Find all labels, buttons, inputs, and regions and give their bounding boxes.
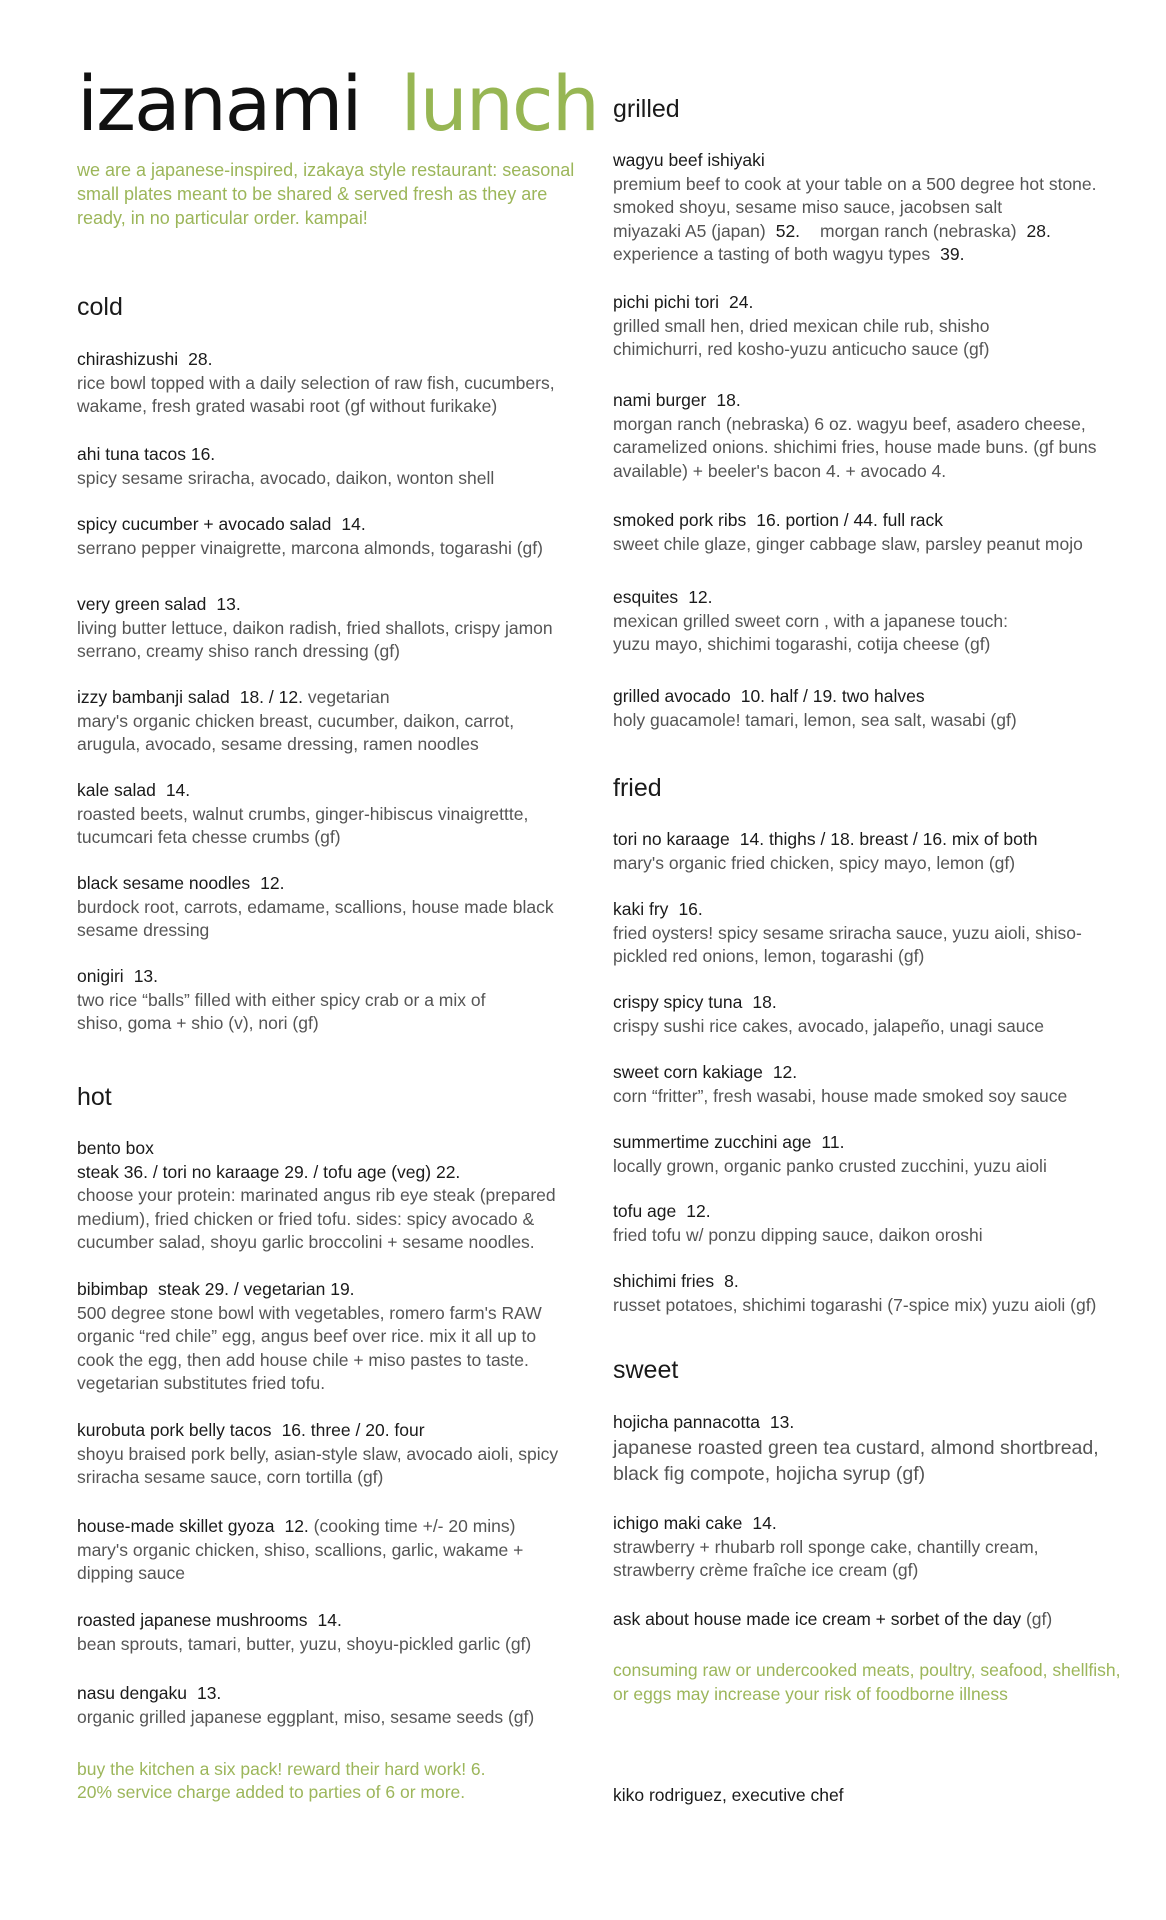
menu-item	[613, 1512, 1093, 1583]
section-title-hot: hot	[77, 1083, 112, 1111]
menu-item	[613, 389, 1133, 483]
item-description: spicy sesame sriracha, avocado, daikon, wonton shell	[77, 467, 495, 488]
menu-item	[613, 1270, 1133, 1317]
item-price: 16.	[190, 444, 216, 464]
item-name: bibimbap	[77, 1279, 149, 1299]
item-price: 12.	[686, 1201, 711, 1221]
menu-item	[613, 685, 1113, 732]
item-name: house-made skillet gyoza	[77, 1516, 275, 1536]
item-note: (cooking time +/- 20 mins)	[313, 1516, 516, 1536]
ask-text: ask about house made ice cream + sorbet of the day	[613, 1609, 1022, 1629]
item-description: strawberry + rhubarb roll sponge cake, chantilly cream, strawberry crème fraîche ice cream (gf)	[613, 1536, 1039, 1581]
menu-item	[613, 991, 1113, 1038]
ask-note: (gf)	[1025, 1609, 1053, 1629]
item-description: serrano pepper vinaigrette, marcona almonds, togarashi (gf)	[77, 537, 543, 558]
item-description: russet potatoes, shichimi togarashi (7-spice mix) yuzu aioli (gf)	[613, 1294, 1097, 1315]
item-name: kurobuta pork belly tacos	[77, 1420, 272, 1440]
item-name: bento box	[77, 1138, 154, 1158]
raw-food-warning: consuming raw or undercooked meats, poultry, seafood, shellfish, or eggs may increase your risk of foodborne illness	[613, 1660, 1121, 1704]
item-name: black sesame noodles	[77, 873, 251, 893]
item-price: 14.	[317, 1610, 342, 1630]
menu-item	[77, 686, 577, 757]
menu-item	[77, 1278, 567, 1396]
menu-item	[613, 586, 1033, 657]
intro-text: we are a japanese-inspired, izakaya style restaurant: seasonal small plates meant to be shared & served fresh as they are ready, in no particular order. kampai!	[77, 160, 575, 228]
item-description: roasted beets, walnut crumbs, ginger-hibiscus vinaigrettte, tucumcari feta chesse crumbs (gf)	[77, 803, 529, 848]
item-price: 14.	[341, 514, 366, 534]
wagyu-option-nebraska: morgan ranch (nebraska)	[820, 220, 1017, 241]
menu-item	[77, 1137, 577, 1255]
item-name: nami burger	[613, 390, 707, 410]
menu-item	[77, 593, 577, 664]
item-name: very green salad	[77, 594, 207, 614]
item-description: bean sprouts, tamari, butter, yuzu, shoyu-pickled garlic (gf)	[77, 1633, 532, 1654]
item-price: 10. half / 19. two halves	[740, 686, 925, 706]
item-price: 12.	[688, 587, 713, 607]
item-description: fried oysters! spicy sesame sriracha sauce, yuzu aioli, shiso-pickled red onions, lemon, togarashi (gf)	[613, 922, 1082, 967]
menu-item	[77, 1682, 577, 1729]
item-note: vegetarian	[307, 687, 390, 707]
item-description: shoyu braised pork belly, asian-style slaw, avocado aioli, spicy sriracha sesame sauce, corn tortilla (gf)	[77, 1443, 559, 1488]
menu-item	[613, 149, 1113, 267]
chef-name: kiko rodriguez, executive chef	[613, 1785, 844, 1805]
item-description: holy guacamole! tamari, lemon, sea salt, wasabi (gf)	[613, 709, 1017, 730]
menu-subtitle: lunch	[400, 59, 598, 148]
item-name: wagyu beef ishiyaki	[613, 150, 765, 170]
item-description: grilled small hen, dried mexican chile rub, shisho chimichurri, red kosho-yuzu anticucho sauce (gf)	[613, 315, 990, 360]
item-price: 18.	[752, 992, 777, 1012]
item-description: premium beef to cook at your table on a 500 degree hot stone. smoked shoyu, sesame miso sauce, jacobsen salt	[613, 173, 1097, 218]
menu-item	[77, 779, 577, 850]
item-name: roasted japanese mushrooms	[77, 1610, 308, 1630]
item-price: 11.	[821, 1132, 845, 1152]
item-name: spicy cucumber + avocado salad	[77, 514, 332, 534]
item-name: ichigo maki cake	[613, 1513, 743, 1533]
item-name: nasu dengaku	[77, 1683, 187, 1703]
item-price: 18.	[716, 390, 741, 410]
item-price: 14. thighs / 18. breast / 16. mix of both	[739, 829, 1038, 849]
section-title-cold: cold	[77, 293, 123, 321]
menu-item	[77, 443, 577, 490]
restaurant-title	[77, 59, 598, 148]
menu-item	[77, 1609, 577, 1656]
section-title-sweet: sweet	[613, 1356, 679, 1384]
menu-item	[77, 872, 557, 943]
item-price: 13.	[133, 966, 159, 986]
item-description: mary's organic chicken, shiso, scallions, garlic, wakame + dipping sauce	[77, 1539, 524, 1584]
menu-item	[613, 1200, 1113, 1247]
menu-item	[613, 291, 1033, 362]
item-price: steak 29. / vegetarian 19.	[158, 1279, 355, 1299]
item-description: fried tofu w/ ponzu dipping sauce, daikon oroshi	[613, 1224, 983, 1245]
item-name: esquites	[613, 587, 679, 607]
item-description: living butter lettuce, daikon radish, fried shallots, crispy jamon serrano, creamy shiso ranch dressing (gf)	[77, 617, 553, 662]
item-name: hojicha pannacotta	[613, 1412, 760, 1432]
item-name: onigiri	[77, 966, 124, 986]
item-name: sweet corn kakiage	[613, 1062, 763, 1082]
item-name: pichi pichi tori	[613, 292, 720, 312]
item-description: mexican grilled sweet corn , with a japanese touch: yuzu mayo, shichimi togarashi, cotija cheese (gf)	[613, 610, 1008, 655]
item-price: 13.	[769, 1412, 795, 1432]
item-name: chirashizushi	[77, 349, 179, 369]
six-pack-note: buy the kitchen a six pack! reward their hard work! 6.	[77, 1759, 486, 1779]
brand-name: izanami	[77, 59, 361, 148]
item-price: 12.	[284, 1516, 309, 1536]
item-price: 14.	[165, 780, 191, 800]
item-price: 16. three / 20. four	[281, 1420, 425, 1440]
item-name: smoked pork ribs	[613, 510, 747, 530]
item-price: 28.	[188, 349, 213, 369]
section-title-grilled: grilled	[613, 95, 680, 123]
menu-item	[613, 1061, 1133, 1108]
item-description: burdock root, carrots, edamame, scallions, house made black sesame dressing	[77, 896, 554, 941]
wagyu-tasting: experience a tasting of both wagyu types	[613, 244, 931, 265]
item-name: kale salad	[77, 780, 156, 800]
item-price: 12.	[772, 1062, 798, 1082]
chef-credit	[613, 1784, 1113, 1808]
item-price: steak 36. / tori no karaage 29. / tofu age (veg) 22.	[77, 1161, 461, 1182]
item-description: organic grilled japanese eggplant, miso, sesame seeds (gf)	[77, 1706, 535, 1727]
item-name: tofu age	[613, 1201, 677, 1221]
item-price: 16.	[678, 899, 703, 919]
item-name: izzy bambanji salad	[77, 687, 230, 707]
item-price: 14.	[752, 1513, 777, 1533]
menu-item	[613, 898, 1113, 969]
item-name: shichimi fries	[613, 1271, 715, 1291]
menu-item	[613, 1131, 1113, 1178]
item-name: kaki fry	[613, 899, 669, 919]
item-description: 500 degree stone bowl with vegetables, romero farm's RAW organic “red chile” egg, angus beef over rice. mix it all up to cook the egg, then add house chile + miso pastes to taste. vegetarian substitutes fried tofu.	[77, 1302, 542, 1394]
item-description: mary's organic fried chicken, spicy mayo, lemon (gf)	[613, 852, 1016, 873]
menu-item	[613, 828, 1133, 875]
menu-item	[77, 1419, 567, 1490]
item-description: rice bowl topped with a daily selection of raw fish, cucumbers, wakame, fresh grated wasabi root (gf without furikake)	[77, 372, 555, 417]
item-price: 13.	[216, 594, 241, 614]
item-name: tori no karaage	[613, 829, 730, 849]
item-price: 18. / 12.	[239, 687, 303, 707]
menu-item	[613, 509, 1133, 556]
item-name: summertime zucchini age	[613, 1132, 812, 1152]
item-description: choose your protein: marinated angus rib eye steak (prepared medium), fried chicken or fried tofu. sides: spicy avocado & cucumber salad, shoyu garlic broccolini + sesame noodles.	[77, 1185, 556, 1253]
item-description: sweet chile glaze, ginger cabbage slaw, parsley peanut mojo	[613, 533, 1083, 554]
item-name: grilled avocado	[613, 686, 731, 706]
item-price: 13.	[196, 1683, 222, 1703]
item-price: 52.	[775, 220, 801, 241]
item-price: 28.	[1026, 220, 1051, 241]
wagyu-option-japan: miyazaki A5 (japan)	[613, 220, 766, 241]
item-price: 16. portion / 44. full rack	[756, 510, 944, 530]
menu-item	[613, 1411, 1133, 1487]
menu-item	[77, 348, 577, 419]
section-title-fried: fried	[613, 774, 662, 802]
item-description: japanese roasted green tea custard, almond shortbread, black fig compote, hojicha syrup (gf)	[613, 1436, 1099, 1485]
item-description: locally grown, organic panko crusted zucchini, yuzu aioli	[613, 1155, 1047, 1176]
menu-item	[77, 965, 527, 1036]
item-name: ahi tuna tacos	[77, 444, 186, 464]
menu-item	[77, 513, 577, 560]
item-price: 12.	[260, 873, 285, 893]
item-price: 39.	[940, 244, 965, 265]
item-name: crispy spicy tuna	[613, 992, 743, 1012]
item-description: two rice “balls” filled with either spicy crab or a mix of shiso, goma + shio (v), nori (gf)	[77, 989, 486, 1034]
ask-about-ice-cream	[613, 1608, 1133, 1632]
item-price: 24.	[729, 292, 754, 312]
item-description: morgan ranch (nebraska) 6 oz. wagyu beef, asadero cheese, caramelized onions. shichimi fries, house made buns. (gf buns available) + beeler's bacon 4. + avocado 4.	[613, 413, 1097, 481]
item-price: 8.	[724, 1271, 739, 1291]
item-description: crispy sushi rice cakes, avocado, jalapeño, unagi sauce	[613, 1015, 1044, 1036]
item-description: corn “fritter”, fresh wasabi, house made smoked soy sauce	[613, 1085, 1068, 1106]
item-description: mary's organic chicken breast, cucumber, daikon, carrot, arugula, avocado, sesame dressing, ramen noodles	[77, 710, 515, 755]
menu-item	[77, 1515, 567, 1586]
service-charge-note: 20% service charge added to parties of 6 or more.	[77, 1782, 466, 1802]
